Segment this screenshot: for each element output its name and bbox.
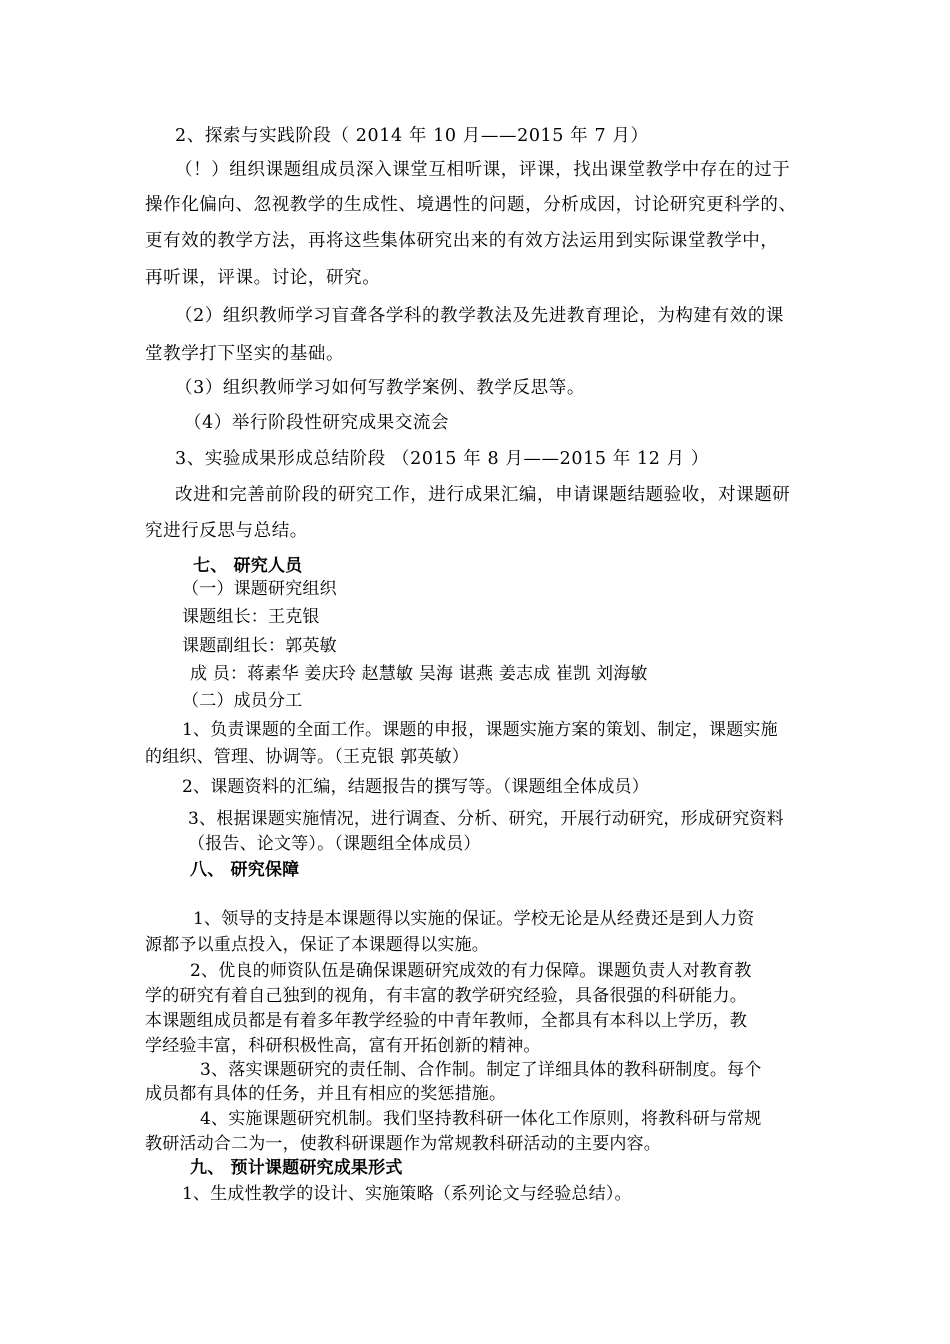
- stage2-item4: （4）举行阶段性研究成果交流会: [184, 413, 450, 433]
- section7-duty1-line2: 的组织、管理、协调等。（王克银 郭英敏）: [145, 747, 469, 767]
- section7-deputy: 课题副组长：郭英敏: [182, 636, 337, 656]
- section8-heading: 八、 研究保障: [190, 860, 300, 880]
- section8-p2-line4: 学经验丰富，科研积极性高，富有开拓创新的精神。: [145, 1036, 541, 1056]
- section9-item1: 1、生成性教学的设计、实施策略（系列论文与经验总结）。: [182, 1184, 632, 1204]
- section7-duty3-line1: 3、根据课题实施情况，进行调查、分析、研究，开展行动研究，形成研究资料: [188, 809, 784, 829]
- section8-p2-line2: 学的研究有着自己独到的视角，有丰富的教学研究经验，具备很强的科研能力。: [145, 986, 747, 1006]
- section8-p3-line1: 3、落实课题研究的责任制、合作制。制定了详细具体的教科研制度。每个: [200, 1060, 762, 1080]
- section8-p1-line1: 1、领导的支持是本课题得以实施的保证。学校无论是从经费还是到人力资: [193, 909, 755, 929]
- stage3-title: 3、实验成果形成总结阶段 （2015 年 8 月——2015 年 12 月 ）: [175, 449, 710, 469]
- section8-p1-line2: 源都予以重点投入，保证了本课题得以实施。: [145, 935, 489, 955]
- section7-duty3-line2: （报告、论文等）。（课题组全体成员）: [188, 834, 481, 854]
- section7-leader: 课题组长：王克银: [182, 607, 320, 627]
- section7-duty2: 2、课题资料的汇编，结题报告的撰写等。（课题组全体成员）: [182, 777, 649, 797]
- section8-p2-line1: 2、优良的师资队伍是确保课题研究成效的有力保障。课题负责人对教育教: [190, 961, 752, 981]
- stage2-item1-line3: 更有效的教学方法，再将这些集体研究出来的有效方法运用到实际课堂教学中，: [145, 231, 779, 251]
- section7-duty1-line1: 1、负责课题的全面工作。课题的申报，课题实施方案的策划、制定，课题实施: [182, 720, 778, 740]
- stage2-title: 2、探索与实践阶段（ 2014 年 10 月——2015 年 7 月）: [175, 126, 649, 146]
- stage2-item1-line2: 操作化偏向、忽视教学的生成性、境遇性的问题，分析成因，讨论研究更科学的、: [145, 195, 797, 215]
- section8-p3-line2: 成员都有具体的任务，并且有相应的奖惩措施。: [145, 1084, 507, 1104]
- stage2-item3: （3）组织教师学习如何写教学案例、教学反思等。: [175, 378, 585, 398]
- section8-p4-line2: 教研活动合二为一，使教科研课题作为常规教科研活动的主要内容。: [145, 1134, 661, 1154]
- section8-p4-line1: 4、实施课题研究机制。我们坚持教科研一体化工作原则，将教科研与常规: [200, 1109, 762, 1129]
- section9-heading: 九、 预计课题研究成果形式: [190, 1158, 403, 1178]
- section7-members: 成 员：蒋素华 姜庆玲 赵慧敏 吴海 谌燕 姜志成 崔凯 刘海敏: [190, 664, 648, 684]
- stage3-text-line2: 究进行反思与总结。: [145, 521, 308, 541]
- section7-sub2: （二）成员分工: [182, 691, 303, 711]
- stage3-text-line1: 改进和完善前阶段的研究工作，进行成果汇编，申请课题结题验收，对课题研: [175, 485, 791, 505]
- section7-sub1: （一）课题研究组织: [182, 579, 337, 599]
- section7-heading: 七、 研究人员: [193, 556, 303, 576]
- stage2-item1-line4: 再听课，评课。讨论，研究。: [145, 268, 381, 288]
- stage2-item2-line1: （2）组织教师学习盲聋各学科的教学教法及先进教育理论，为构建有效的课: [175, 306, 785, 326]
- stage2-item2-line2: 堂教学打下坚实的基础。: [145, 344, 345, 364]
- section8-p2-line3: 本课题组成员都是有着多年教学经验的中青年教师，全都具有本科以上学历，教: [145, 1011, 747, 1031]
- stage2-item1-line1: （！）组织课题组成员深入课堂互相听课，评课，找出课堂教学中存在的过于: [175, 160, 791, 180]
